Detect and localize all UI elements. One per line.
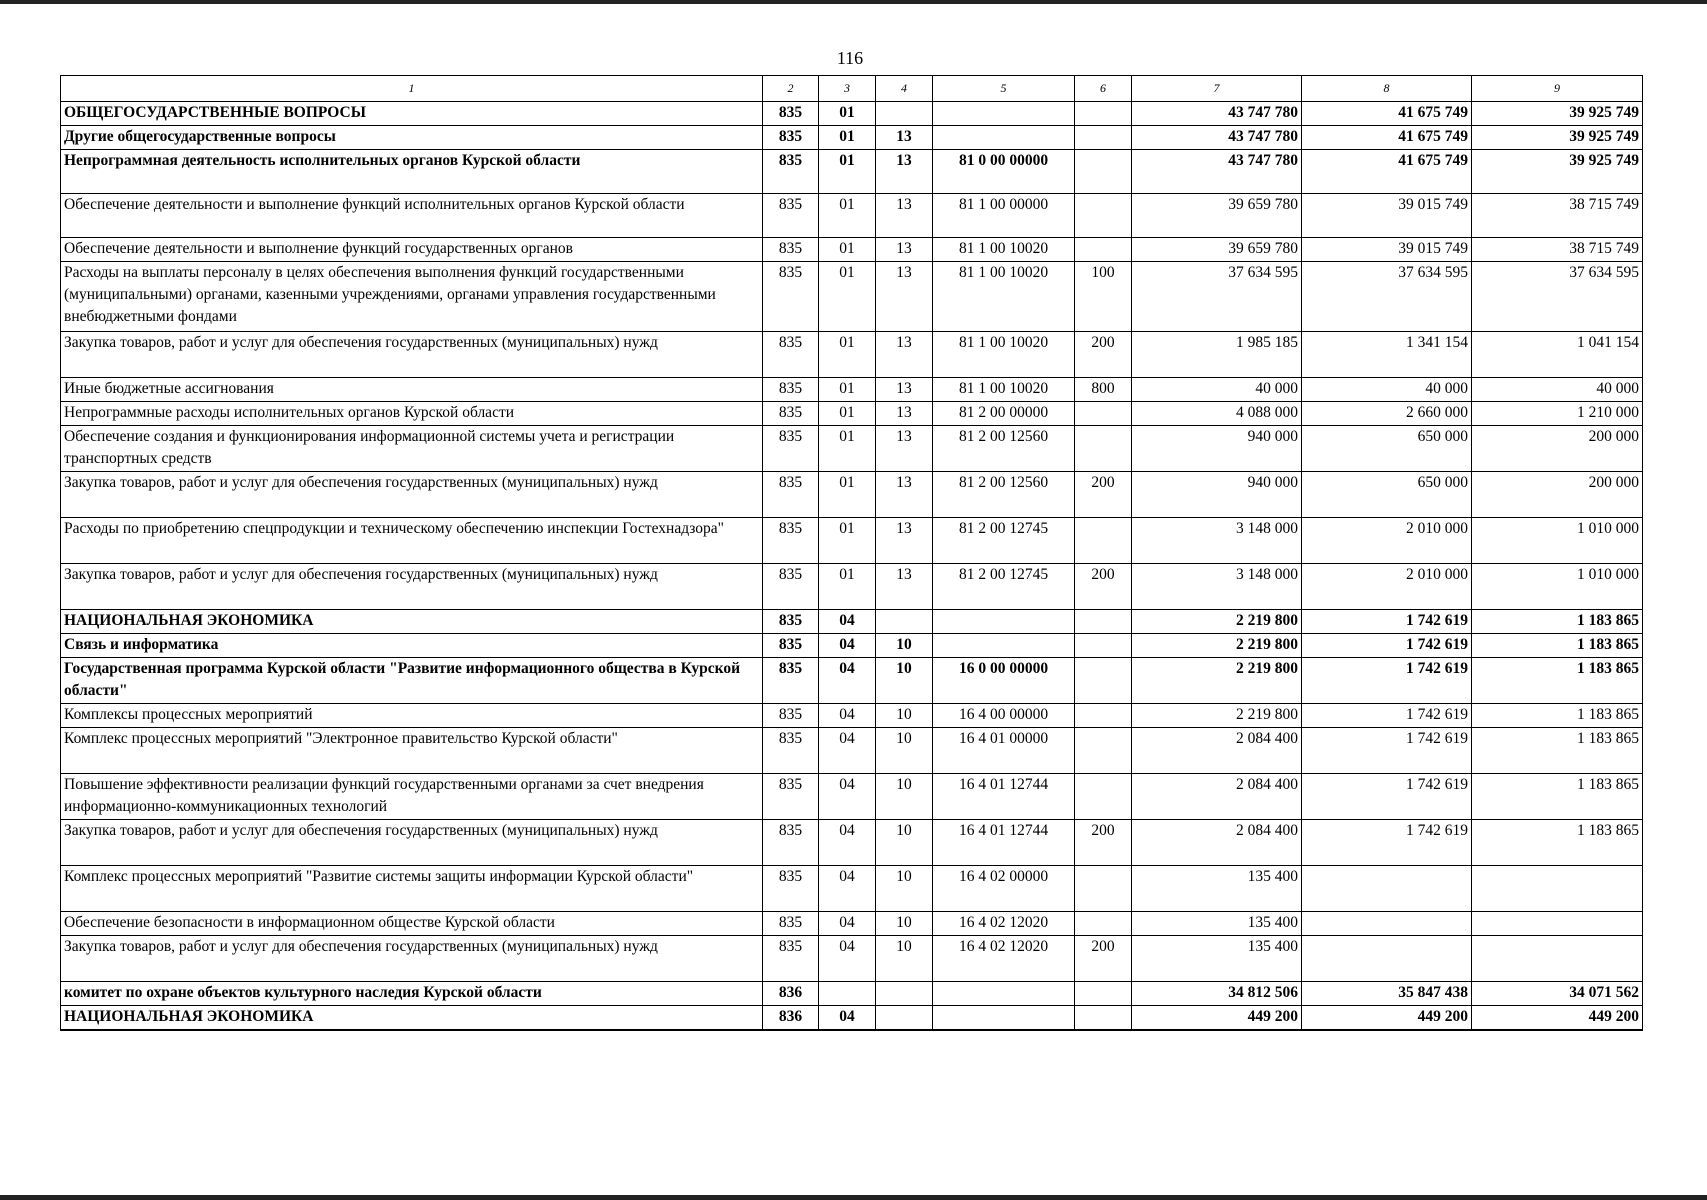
target-article-cell: 81 1 00 00000	[933, 194, 1075, 238]
code-gp-cell: 835	[763, 102, 819, 126]
amount-year2-cell: 2 010 000	[1302, 518, 1472, 564]
table-row	[61, 332, 1643, 378]
column-header: 1	[61, 76, 763, 102]
amount-year3-cell: 1 210 000	[1472, 402, 1643, 426]
code-subsection-cell: 10	[876, 866, 933, 912]
code-section-cell: 01	[819, 102, 876, 126]
code-section-cell: 04	[819, 704, 876, 728]
table-row	[61, 426, 1643, 472]
code-section-cell: 01	[819, 426, 876, 472]
code-subsection-cell	[876, 982, 933, 1006]
amount-year3-cell: 200 000	[1472, 472, 1643, 518]
code-section-cell: 04	[819, 728, 876, 774]
expense-type-cell	[1075, 704, 1132, 728]
expense-type-cell	[1075, 866, 1132, 912]
amount-year1-cell: 37 634 595	[1132, 262, 1302, 332]
code-subsection-cell: 10	[876, 774, 933, 820]
amount-year2-cell: 39 015 749	[1302, 194, 1472, 238]
scan-edge-bottom	[0, 1195, 1707, 1200]
table-row	[61, 126, 1643, 150]
amount-year1-cell: 3 148 000	[1132, 518, 1302, 564]
amount-year3-cell	[1472, 936, 1643, 982]
expense-type-cell: 100	[1075, 262, 1132, 332]
code-gp-cell: 835	[763, 402, 819, 426]
code-subsection-cell	[876, 102, 933, 126]
target-article-cell: 16 4 02 00000	[933, 866, 1075, 912]
amount-year2-cell: 1 742 619	[1302, 774, 1472, 820]
amount-year3-cell: 1 010 000	[1472, 564, 1643, 610]
code-gp-cell: 835	[763, 378, 819, 402]
amount-year1-cell: 43 747 780	[1132, 102, 1302, 126]
amount-year2-cell: 39 015 749	[1302, 238, 1472, 262]
code-gp-cell: 835	[763, 194, 819, 238]
code-section-cell: 01	[819, 126, 876, 150]
target-article-cell: 81 2 00 12745	[933, 518, 1075, 564]
amount-year1-cell: 40 000	[1132, 378, 1302, 402]
amount-year3-cell: 1 183 865	[1472, 610, 1643, 634]
row-name-cell: Обеспечение деятельности и выполнение функций исполнительных органов Курской области	[61, 194, 763, 238]
code-subsection-cell: 13	[876, 378, 933, 402]
row-name-cell: НАЦИОНАЛЬНАЯ ЭКОНОМИКА	[61, 610, 763, 634]
target-article-cell: 81 1 00 10020	[933, 238, 1075, 262]
code-subsection-cell: 13	[876, 238, 933, 262]
code-subsection-cell: 13	[876, 518, 933, 564]
amount-year2-cell: 41 675 749	[1302, 126, 1472, 150]
code-gp-cell: 835	[763, 262, 819, 332]
table-row	[61, 820, 1643, 866]
column-header: 5	[933, 76, 1075, 102]
code-subsection-cell	[876, 1006, 933, 1030]
amount-year1-cell: 135 400	[1132, 866, 1302, 912]
table-row	[61, 518, 1643, 564]
expense-type-cell	[1075, 634, 1132, 658]
code-section-cell: 01	[819, 402, 876, 426]
amount-year3-cell: 1 183 865	[1472, 658, 1643, 704]
row-name-cell: Закупка товаров, работ и услуг для обеспечения государственных (муниципальных) нужд	[61, 332, 763, 378]
code-section-cell: 01	[819, 238, 876, 262]
expense-type-cell	[1075, 194, 1132, 238]
code-section-cell: 04	[819, 820, 876, 866]
table-row	[61, 728, 1643, 774]
code-section-cell: 04	[819, 866, 876, 912]
row-name-cell: ОБЩЕГОСУДАРСТВЕННЫЕ ВОПРОСЫ	[61, 102, 763, 126]
amount-year3-cell	[1472, 912, 1643, 936]
amount-year2-cell	[1302, 912, 1472, 936]
expense-type-cell	[1075, 426, 1132, 472]
amount-year1-cell: 2 219 800	[1132, 658, 1302, 704]
expense-type-cell	[1075, 126, 1132, 150]
amount-year3-cell: 38 715 749	[1472, 194, 1643, 238]
code-gp-cell: 835	[763, 564, 819, 610]
table-row	[61, 658, 1643, 704]
amount-year1-cell: 2 084 400	[1132, 820, 1302, 866]
code-section-cell: 04	[819, 912, 876, 936]
code-section-cell: 04	[819, 936, 876, 982]
table-row	[61, 102, 1643, 126]
expense-type-cell	[1075, 150, 1132, 194]
table-row	[61, 402, 1643, 426]
code-subsection-cell: 10	[876, 912, 933, 936]
amount-year3-cell: 1 183 865	[1472, 728, 1643, 774]
row-name-cell: Государственная программа Курской области "Развитие информационного общества в Курской области"	[61, 658, 763, 704]
amount-year2-cell: 41 675 749	[1302, 102, 1472, 126]
amount-year1-cell: 135 400	[1132, 912, 1302, 936]
code-subsection-cell: 10	[876, 728, 933, 774]
target-article-cell: 81 2 00 12560	[933, 426, 1075, 472]
table-row	[61, 1006, 1643, 1030]
code-section-cell: 01	[819, 332, 876, 378]
amount-year3-cell: 1 010 000	[1472, 518, 1643, 564]
amount-year1-cell: 2 219 800	[1132, 704, 1302, 728]
code-subsection-cell: 10	[876, 704, 933, 728]
expense-type-cell	[1075, 728, 1132, 774]
amount-year1-cell: 940 000	[1132, 472, 1302, 518]
expense-type-cell	[1075, 774, 1132, 820]
amount-year2-cell: 1 742 619	[1302, 634, 1472, 658]
amount-year2-cell: 1 742 619	[1302, 704, 1472, 728]
code-gp-cell: 835	[763, 820, 819, 866]
amount-year2-cell	[1302, 936, 1472, 982]
target-article-cell: 16 4 01 12744	[933, 820, 1075, 866]
amount-year3-cell: 39 925 749	[1472, 150, 1643, 194]
table-row	[61, 982, 1643, 1006]
amount-year2-cell: 41 675 749	[1302, 150, 1472, 194]
amount-year3-cell: 34 071 562	[1472, 982, 1643, 1006]
expense-type-cell	[1075, 518, 1132, 564]
amount-year1-cell: 3 148 000	[1132, 564, 1302, 610]
table-row	[61, 774, 1643, 820]
amount-year3-cell: 39 925 749	[1472, 126, 1643, 150]
code-gp-cell: 835	[763, 774, 819, 820]
code-gp-cell: 836	[763, 1006, 819, 1030]
row-name-cell: Комплексы процессных мероприятий	[61, 704, 763, 728]
code-subsection-cell: 13	[876, 332, 933, 378]
code-subsection-cell	[876, 610, 933, 634]
target-article-cell: 81 0 00 00000	[933, 150, 1075, 194]
table-row	[61, 150, 1643, 194]
row-name-cell: Закупка товаров, работ и услуг для обеспечения государственных (муниципальных) нужд	[61, 472, 763, 518]
code-gp-cell: 836	[763, 982, 819, 1006]
amount-year3-cell: 1 041 154	[1472, 332, 1643, 378]
expense-type-cell: 800	[1075, 378, 1132, 402]
row-name-cell: Непрограммная деятельность исполнительных органов Курской области	[61, 150, 763, 194]
column-header: 9	[1472, 76, 1643, 102]
code-subsection-cell: 13	[876, 150, 933, 194]
code-section-cell: 04	[819, 610, 876, 634]
column-header: 4	[876, 76, 933, 102]
code-gp-cell: 835	[763, 426, 819, 472]
column-header: 2	[763, 76, 819, 102]
budget-table	[60, 75, 1643, 1031]
column-header: 6	[1075, 76, 1132, 102]
code-section-cell: 01	[819, 564, 876, 610]
amount-year3-cell: 200 000	[1472, 426, 1643, 472]
column-header: 3	[819, 76, 876, 102]
column-header: 7	[1132, 76, 1302, 102]
code-section-cell: 04	[819, 658, 876, 704]
amount-year1-cell: 43 747 780	[1132, 150, 1302, 194]
amount-year2-cell: 1 742 619	[1302, 820, 1472, 866]
code-section-cell: 01	[819, 378, 876, 402]
expense-type-cell: 200	[1075, 564, 1132, 610]
code-subsection-cell: 13	[876, 426, 933, 472]
row-name-cell: Повышение эффективности реализации функций государственными органами за счет внедрения информационно-коммуникационных технологий	[61, 774, 763, 820]
code-section-cell	[819, 982, 876, 1006]
amount-year1-cell: 2 084 400	[1132, 728, 1302, 774]
table-row	[61, 238, 1643, 262]
code-subsection-cell: 13	[876, 564, 933, 610]
expense-type-cell	[1075, 982, 1132, 1006]
code-subsection-cell: 13	[876, 472, 933, 518]
row-name-cell: комитет по охране объектов культурного наследия Курской области	[61, 982, 763, 1006]
amount-year1-cell: 1 985 185	[1132, 332, 1302, 378]
target-article-cell	[933, 1006, 1075, 1030]
target-article-cell	[933, 634, 1075, 658]
code-gp-cell: 835	[763, 728, 819, 774]
amount-year3-cell: 449 200	[1472, 1006, 1643, 1030]
amount-year2-cell: 2 660 000	[1302, 402, 1472, 426]
code-gp-cell: 835	[763, 704, 819, 728]
table-row	[61, 866, 1643, 912]
code-subsection-cell: 13	[876, 126, 933, 150]
code-gp-cell: 835	[763, 332, 819, 378]
target-article-cell: 81 2 00 00000	[933, 402, 1075, 426]
amount-year3-cell: 37 634 595	[1472, 262, 1643, 332]
table-row	[61, 634, 1643, 658]
target-article-cell: 16 4 00 00000	[933, 704, 1075, 728]
amount-year3-cell: 1 183 865	[1472, 774, 1643, 820]
table-row	[61, 378, 1643, 402]
code-subsection-cell: 10	[876, 658, 933, 704]
amount-year1-cell: 2 219 800	[1132, 610, 1302, 634]
code-section-cell: 01	[819, 472, 876, 518]
table-row	[61, 194, 1643, 238]
amount-year2-cell: 650 000	[1302, 426, 1472, 472]
target-article-cell	[933, 982, 1075, 1006]
amount-year3-cell: 1 183 865	[1472, 634, 1643, 658]
amount-year3-cell	[1472, 866, 1643, 912]
amount-year3-cell: 40 000	[1472, 378, 1643, 402]
expense-type-cell: 200	[1075, 820, 1132, 866]
table-row	[61, 262, 1643, 332]
row-name-cell: Расходы на выплаты персоналу в целях обеспечения выполнения функций государственными (муниципальными) органами, казенными учреждениями, органами управления государственными внебюджетными фондами	[61, 262, 763, 332]
row-name-cell: Закупка товаров, работ и услуг для обеспечения государственных (муниципальных) нужд	[61, 564, 763, 610]
target-article-cell	[933, 102, 1075, 126]
amount-year2-cell: 37 634 595	[1302, 262, 1472, 332]
table-row	[61, 610, 1643, 634]
row-name-cell: Связь и информатика	[61, 634, 763, 658]
code-gp-cell: 835	[763, 866, 819, 912]
code-subsection-cell: 10	[876, 820, 933, 866]
code-section-cell: 01	[819, 150, 876, 194]
table-row	[61, 936, 1643, 982]
expense-type-cell	[1075, 1006, 1132, 1030]
amount-year2-cell: 2 010 000	[1302, 564, 1472, 610]
row-name-cell: Закупка товаров, работ и услуг для обеспечения государственных (муниципальных) нужд	[61, 936, 763, 982]
table-row	[61, 704, 1643, 728]
amount-year2-cell	[1302, 866, 1472, 912]
code-section-cell: 04	[819, 774, 876, 820]
amount-year2-cell: 35 847 438	[1302, 982, 1472, 1006]
amount-year2-cell: 40 000	[1302, 378, 1472, 402]
amount-year1-cell: 39 659 780	[1132, 238, 1302, 262]
code-section-cell: 01	[819, 262, 876, 332]
target-article-cell: 16 4 02 12020	[933, 912, 1075, 936]
target-article-cell: 81 2 00 12560	[933, 472, 1075, 518]
amount-year2-cell: 650 000	[1302, 472, 1472, 518]
code-gp-cell: 835	[763, 472, 819, 518]
amount-year1-cell: 39 659 780	[1132, 194, 1302, 238]
code-section-cell: 04	[819, 1006, 876, 1030]
amount-year3-cell: 1 183 865	[1472, 820, 1643, 866]
row-name-cell: Непрограммные расходы исполнительных органов Курской области	[61, 402, 763, 426]
target-article-cell	[933, 126, 1075, 150]
amount-year2-cell: 1 742 619	[1302, 728, 1472, 774]
amount-year2-cell: 1 742 619	[1302, 610, 1472, 634]
table-row	[61, 472, 1643, 518]
amount-year3-cell: 1 183 865	[1472, 704, 1643, 728]
target-article-cell: 81 1 00 10020	[933, 262, 1075, 332]
expense-type-cell	[1075, 658, 1132, 704]
target-article-cell: 81 1 00 10020	[933, 378, 1075, 402]
code-gp-cell: 835	[763, 518, 819, 564]
code-gp-cell: 835	[763, 912, 819, 936]
amount-year1-cell: 135 400	[1132, 936, 1302, 982]
code-section-cell: 04	[819, 634, 876, 658]
amount-year1-cell: 43 747 780	[1132, 126, 1302, 150]
amount-year2-cell: 1 742 619	[1302, 658, 1472, 704]
table-row	[61, 564, 1643, 610]
code-gp-cell: 835	[763, 126, 819, 150]
code-subsection-cell: 10	[876, 634, 933, 658]
expense-type-cell: 200	[1075, 332, 1132, 378]
row-name-cell: Иные бюджетные ассигнования	[61, 378, 763, 402]
target-article-cell	[933, 610, 1075, 634]
amount-year2-cell: 449 200	[1302, 1006, 1472, 1030]
expense-type-cell	[1075, 610, 1132, 634]
target-article-cell: 81 1 00 10020	[933, 332, 1075, 378]
code-subsection-cell: 10	[876, 936, 933, 982]
row-name-cell: Закупка товаров, работ и услуг для обеспечения государственных (муниципальных) нужд	[61, 820, 763, 866]
code-gp-cell: 835	[763, 936, 819, 982]
column-header: 8	[1302, 76, 1472, 102]
amount-year1-cell: 4 088 000	[1132, 402, 1302, 426]
amount-year1-cell: 940 000	[1132, 426, 1302, 472]
row-name-cell: Комплекс процессных мероприятий "Развитие системы защиты информации Курской области"	[61, 866, 763, 912]
amount-year1-cell: 2 084 400	[1132, 774, 1302, 820]
code-gp-cell: 835	[763, 610, 819, 634]
code-gp-cell: 835	[763, 150, 819, 194]
expense-type-cell	[1075, 402, 1132, 426]
code-gp-cell: 835	[763, 238, 819, 262]
expense-type-cell: 200	[1075, 472, 1132, 518]
row-name-cell: Обеспечение безопасности в информационном обществе Курской области	[61, 912, 763, 936]
code-subsection-cell: 13	[876, 262, 933, 332]
amount-year2-cell: 1 341 154	[1302, 332, 1472, 378]
row-name-cell: Обеспечение создания и функционирования информационной системы учета и регистрации транспортных средств	[61, 426, 763, 472]
expense-type-cell	[1075, 102, 1132, 126]
row-name-cell: Другие общегосударственные вопросы	[61, 126, 763, 150]
code-section-cell: 01	[819, 194, 876, 238]
table-row	[61, 912, 1643, 936]
table-header-row	[61, 76, 1643, 102]
row-name-cell: Обеспечение деятельности и выполнение функций государственных органов	[61, 238, 763, 262]
code-section-cell: 01	[819, 518, 876, 564]
row-name-cell: НАЦИОНАЛЬНАЯ ЭКОНОМИКА	[61, 1006, 763, 1030]
code-subsection-cell: 13	[876, 402, 933, 426]
target-article-cell: 81 2 00 12745	[933, 564, 1075, 610]
code-gp-cell: 835	[763, 634, 819, 658]
target-article-cell: 16 4 01 00000	[933, 728, 1075, 774]
expense-type-cell	[1075, 912, 1132, 936]
row-name-cell: Комплекс процессных мероприятий "Электронное правительство Курской области"	[61, 728, 763, 774]
target-article-cell: 16 0 00 00000	[933, 658, 1075, 704]
row-name-cell: Расходы по приобретению спецпродукции и техническому обеспечению инспекции Гостехнадзора"	[61, 518, 763, 564]
expense-type-cell: 200	[1075, 936, 1132, 982]
amount-year1-cell: 2 219 800	[1132, 634, 1302, 658]
target-article-cell: 16 4 01 12744	[933, 774, 1075, 820]
code-subsection-cell: 13	[876, 194, 933, 238]
code-gp-cell: 835	[763, 658, 819, 704]
page-number: 116	[836, 48, 864, 68]
amount-year3-cell: 39 925 749	[1472, 102, 1643, 126]
amount-year1-cell: 449 200	[1132, 1006, 1302, 1030]
scan-edge-top	[0, 0, 1707, 4]
amount-year3-cell: 38 715 749	[1472, 238, 1643, 262]
amount-year1-cell: 34 812 506	[1132, 982, 1302, 1006]
expense-type-cell	[1075, 238, 1132, 262]
target-article-cell: 16 4 02 12020	[933, 936, 1075, 982]
